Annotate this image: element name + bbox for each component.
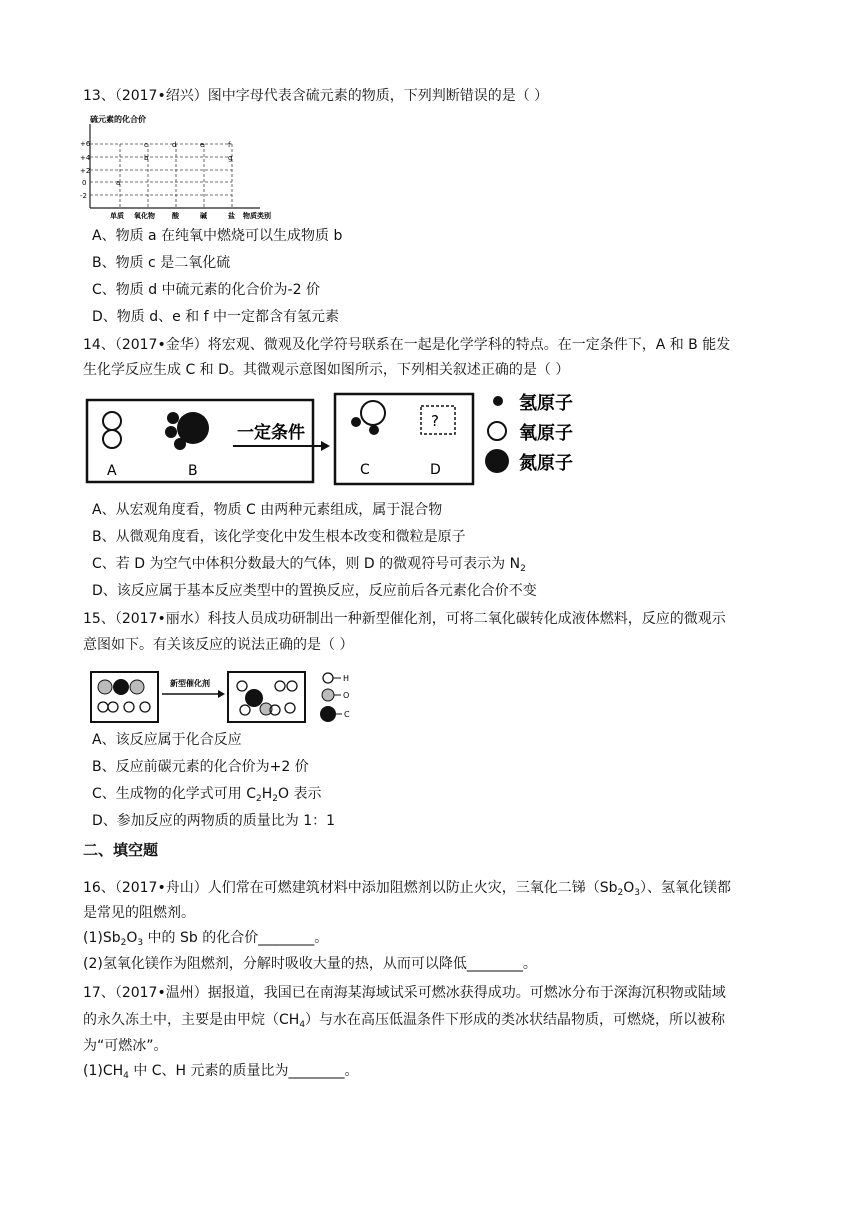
q13-option-c: C、物质 d 中硫元素的化合价为-2 价 bbox=[92, 282, 320, 298]
y-tick: +4 bbox=[80, 154, 91, 162]
q17-part1: $(1)CH_4$ 中 C、H 元素的质量比为________。 bbox=[83, 1063, 359, 1081]
point-g: g bbox=[228, 154, 233, 162]
q14-stem-line1: 14、（2017•金华）将宏观、微观及化学符号联系在一起是化学学科的特点。在一定条件下，A 和 B 能发 bbox=[83, 337, 731, 353]
x-axis-label: 物质类别 bbox=[243, 212, 271, 220]
point-c: c bbox=[144, 141, 148, 149]
q15-legend-o: O bbox=[343, 691, 350, 700]
point-a: a bbox=[116, 179, 121, 187]
label-b: B bbox=[188, 463, 198, 479]
arrow-label: 一定条件 bbox=[237, 423, 305, 443]
q17-line1: 17、（2017•温州）据报道，我国已在南海某海域试采可燃冰获得成功。可燃冰分布于深海沉积物或陆域 bbox=[83, 985, 726, 1001]
legend-o: 氧原子 bbox=[519, 423, 573, 444]
y-tick: +6 bbox=[80, 140, 91, 148]
legend-h: 氢原子 bbox=[519, 393, 573, 414]
q16-part1: $(1)Sb_2O_3$ 中的 Sb 的化合价________。 bbox=[83, 930, 329, 948]
label-d: D bbox=[430, 462, 441, 478]
q15-arrow-label: 新型催化剂 bbox=[170, 679, 210, 688]
legend-n: 氮原子 bbox=[519, 453, 573, 474]
x-tick: 单质 bbox=[110, 212, 124, 220]
x-tick: 酸 bbox=[172, 212, 179, 220]
q13-stem: 13、（2017•绍兴）图中字母代表含硫元素的物质，下列判断错误的是（ ） bbox=[83, 88, 549, 104]
chart-title: 硫元素的化合价 bbox=[90, 115, 146, 124]
y-tick: -2 bbox=[80, 192, 87, 200]
q15-legend-c: C bbox=[344, 710, 350, 719]
x-tick: 盐 bbox=[228, 212, 235, 220]
q16-line2: 是常见的阻燃剂。 bbox=[83, 905, 195, 921]
q16-part2: (2)氢氧化镁作为阻燃剂，分解时吸收大量的热，从而可以降低________。 bbox=[83, 956, 537, 972]
q15-option-d: D、参加反应的两物质的质量比为 1：1 bbox=[92, 813, 336, 829]
q15-legend-h: H bbox=[343, 674, 350, 683]
q15-option-b: B、反应前碳元素的化合价为+2 价 bbox=[92, 759, 309, 775]
q15-diagram bbox=[90, 668, 380, 728]
point-f: f bbox=[228, 141, 231, 149]
q13-option-a: A、物质 a 在纯氧中燃烧可以生成物质 b bbox=[92, 228, 343, 244]
q14-option-b: B、从微观角度看，该化学变化中发生根本改变和微粒是原子 bbox=[92, 529, 466, 545]
y-tick: 0 bbox=[82, 179, 87, 187]
y-tick: +2 bbox=[80, 167, 91, 175]
label-c: C bbox=[360, 462, 370, 478]
q17-line2: 的永久冻土中，主要是由甲烷$(CH_4)$与水在高压低温条件下形成的类冰状结晶物质，可燃烧，所以被称 bbox=[83, 1012, 726, 1030]
q17-line3: 为“可燃冰”。 bbox=[83, 1038, 168, 1054]
point-e: e bbox=[200, 141, 205, 149]
q13-chart bbox=[80, 110, 295, 222]
q15-stem-line2: 意图如下。有关该反应的说法正确的是（ ） bbox=[83, 637, 354, 653]
q16-line1: 16、（2017•舟山）人们常在可燃建筑材料中添加阻燃剂以防止火灾，三氧化二锑$(Sb_2O_3)$、氢氧化镁都 bbox=[83, 880, 731, 898]
q13-option-d: D、物质 d、e 和 f 中一定都含有氢元素 bbox=[92, 309, 340, 325]
q15-stem-line1: 15、（2017•丽水）科技人员成功研制出一种新型催化剂，可将二氧化碳转化成液体燃料，反应的微观示 bbox=[83, 611, 726, 627]
q14-option-d: D、该反应属于基本反应类型中的置换反应，反应前后各元素化合价不变 bbox=[92, 583, 537, 599]
x-tick: 氧化物 bbox=[134, 212, 155, 220]
q14-option-c: C、若 D 为空气中体积分数最大的气体，则 D 的微观符号可表示为 $N_2$ bbox=[92, 556, 526, 574]
q14-stem-line2: 生化学反应生成 C 和 D。其微观示意图如图所示，下列相关叙述正确的是（ ） bbox=[83, 362, 570, 378]
q14-diagram bbox=[85, 388, 605, 490]
section-heading: 二、填空题 bbox=[83, 841, 159, 859]
label-a: A bbox=[107, 463, 117, 479]
unknown-mark: ? bbox=[431, 412, 439, 430]
q15-option-c: C、生成物的化学式可用 $C_2H_2O$ 表示 bbox=[92, 786, 322, 804]
q15-option-a: A、该反应属于化合反应 bbox=[92, 732, 242, 748]
q13-option-b: B、物质 c 是二氧化硫 bbox=[92, 255, 231, 271]
q14-option-a: A、从宏观角度看，物质 C 由两种元素组成，属于混合物 bbox=[92, 502, 443, 518]
point-d: d bbox=[172, 141, 177, 149]
x-tick: 碱 bbox=[200, 212, 207, 220]
point-b: b bbox=[144, 154, 149, 162]
